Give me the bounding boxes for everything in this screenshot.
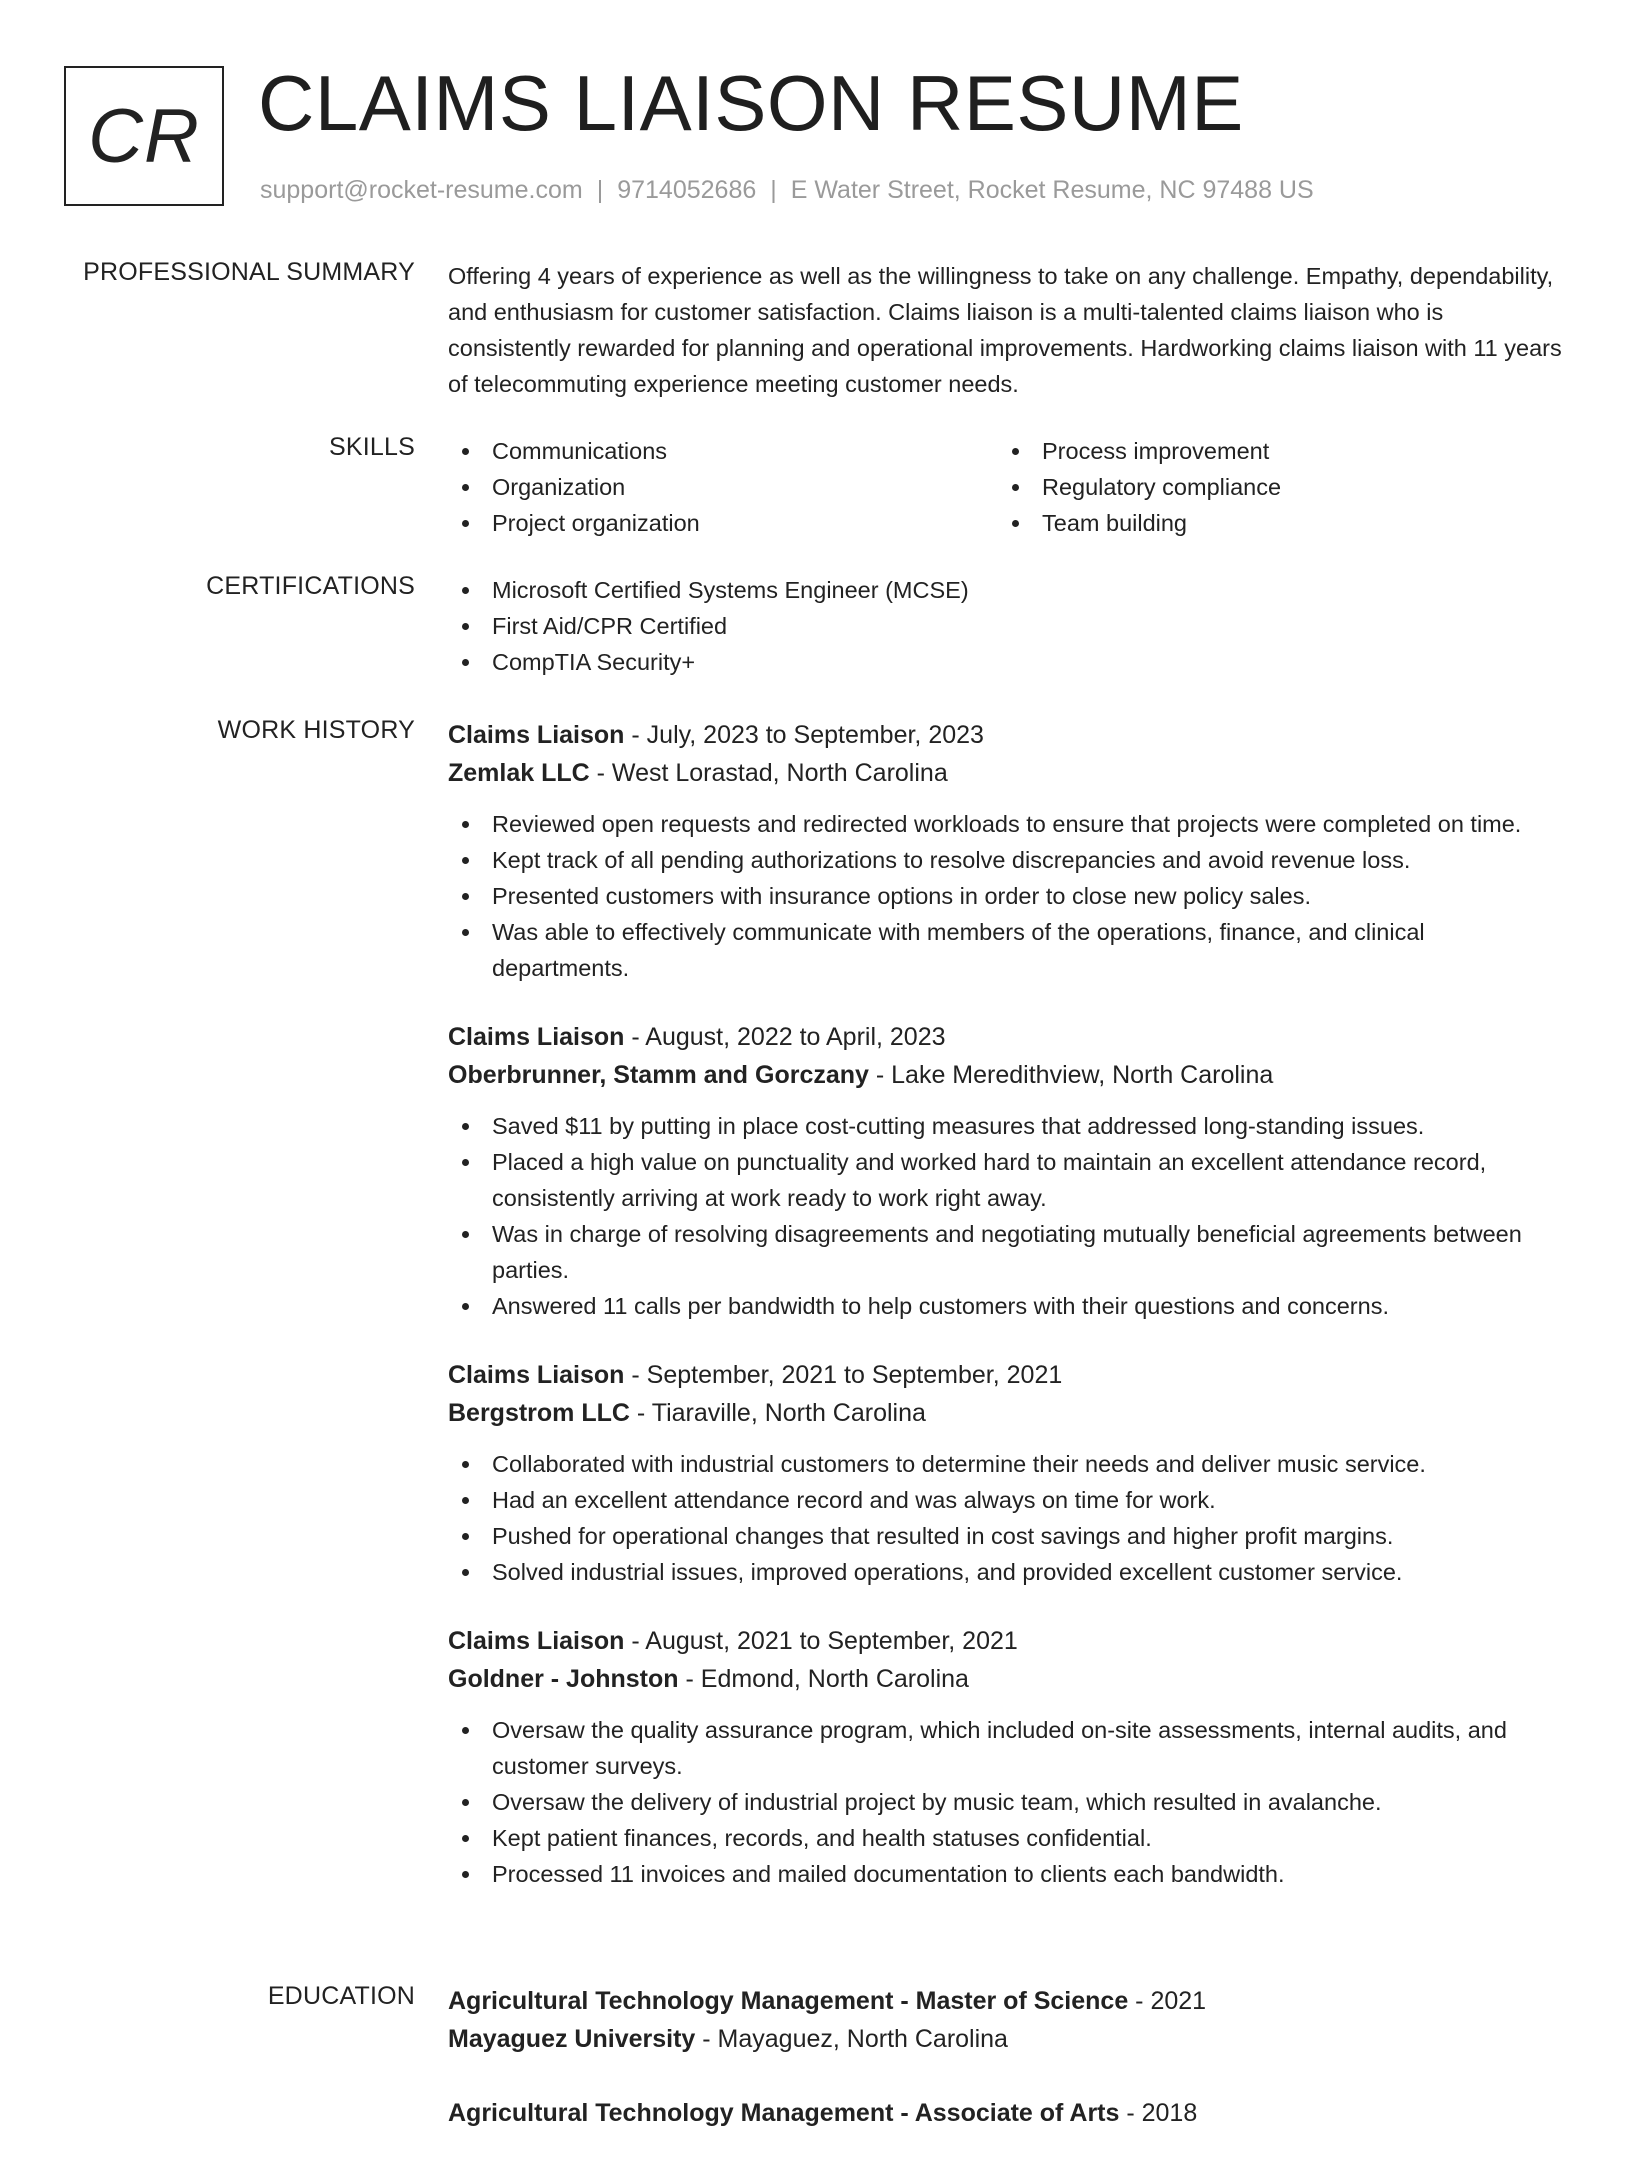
summary-heading: PROFESSIONAL SUMMARY [83, 258, 415, 286]
job-title: Claims Liaison [448, 1023, 625, 1051]
education-degree: Agricultural Technology Management - Master of Science [448, 1987, 1129, 2015]
job-org-line [448, 754, 1568, 792]
resume-title: CLAIMS LIAISON RESUME [258, 59, 1244, 147]
skill-item: Communications [448, 433, 998, 469]
job-bullets [448, 1446, 1568, 1590]
education-school: Mayaguez University [448, 2025, 696, 2053]
job-title: Claims Liaison [448, 721, 625, 749]
job-org-line [448, 1056, 1568, 1094]
work-history-heading: WORK HISTORY [217, 716, 415, 744]
skill-item: Team building [998, 505, 1548, 541]
job-employer: Oberbrunner, Stamm and Gorczany [448, 1061, 869, 1089]
skills-column-1 [448, 433, 998, 541]
contact-line [260, 176, 1314, 205]
job-employer: Goldner - Johnston [448, 1665, 679, 1693]
job-entry [448, 1356, 1568, 1590]
skills-heading: SKILLS [329, 433, 415, 461]
job-bullet: Had an excellent attendance record and was always on time for work. [448, 1482, 1568, 1518]
skills-body [448, 433, 1568, 541]
job-bullet: Pushed for operational changes that resulted in cost savings and higher profit margins. [448, 1518, 1568, 1554]
job-entry [448, 1018, 1568, 1324]
job-title-line [448, 1018, 1568, 1056]
contact-separator: | [770, 176, 777, 204]
education-degree-line [448, 1982, 1568, 2020]
job-bullet: Processed 11 invoices and mailed documentation to clients each bandwidth. [448, 1856, 1568, 1892]
job-dates: - August, 2022 to April, 2023 [624, 1023, 946, 1051]
job-location: - West Lorastad, North Carolina [589, 759, 948, 787]
job-bullet: Solved industrial issues, improved operations, and provided excellent customer service. [448, 1554, 1568, 1590]
job-org-line [448, 1394, 1568, 1432]
certification-item: CompTIA Security+ [448, 644, 1568, 680]
job-org-line [448, 1660, 1568, 1698]
contact-address: E Water Street, Rocket Resume, NC 97488 US [790, 176, 1314, 204]
skills-column-2 [998, 433, 1548, 541]
job-bullet: Oversaw the quality assurance program, which included on-site assessments, internal audits, and customer surveys. [448, 1712, 1568, 1784]
education-entry [448, 2094, 1568, 2132]
job-bullet: Oversaw the delivery of industrial project by music team, which resulted in avalanche. [448, 1784, 1568, 1820]
job-bullet: Kept track of all pending authorizations to resolve discrepancies and avoid revenue loss. [448, 842, 1568, 878]
job-dates: - September, 2021 to September, 2021 [624, 1361, 1063, 1389]
job-employer: Bergstrom LLC [448, 1399, 630, 1427]
education-entry [448, 1982, 1568, 2058]
job-bullet: Collaborated with industrial customers to determine their needs and deliver music service. [448, 1446, 1568, 1482]
monogram-initials: CR [88, 93, 200, 179]
job-bullet: Was able to effectively communicate with members of the operations, finance, and clinical departments. [448, 914, 1568, 986]
certification-item: Microsoft Certified Systems Engineer (MCSE) [448, 572, 1568, 608]
contact-email[interactable]: support@rocket-resume.com [260, 176, 583, 204]
education-year: - 2018 [1119, 2099, 1198, 2127]
job-entry [448, 716, 1568, 986]
job-employer: Zemlak LLC [448, 759, 590, 787]
job-title-line [448, 1356, 1568, 1394]
job-entry [448, 1622, 1568, 1892]
job-location: - Lake Meredithview, North Carolina [868, 1061, 1274, 1089]
certification-item: First Aid/CPR Certified [448, 608, 1568, 644]
job-title: Claims Liaison [448, 1627, 625, 1655]
education-heading: EDUCATION [267, 1982, 415, 2010]
job-bullet: Was in charge of resolving disagreements and negotiating mutually beneficial agreements between parties. [448, 1216, 1568, 1288]
job-bullet: Answered 11 calls per bandwidth to help customers with their questions and concerns. [448, 1288, 1568, 1324]
education-degree-line [448, 2094, 1568, 2132]
job-bullets [448, 1712, 1568, 1892]
contact-phone[interactable]: 9714052686 [617, 176, 757, 204]
job-bullet: Placed a high value on punctuality and worked hard to maintain an excellent attendance record, consistently arriving at work ready to work right away. [448, 1144, 1568, 1216]
education-year: - 2021 [1128, 1987, 1207, 2015]
job-location: - Tiaraville, North Carolina [629, 1399, 926, 1427]
certifications-body [448, 572, 1568, 680]
job-bullet: Presented customers with insurance options in order to close new policy sales. [448, 878, 1568, 914]
skill-item: Organization [448, 469, 998, 505]
job-bullet: Saved $11 by putting in place cost-cutting measures that addressed long-standing issues. [448, 1108, 1568, 1144]
job-location: - Edmond, North Carolina [678, 1665, 969, 1693]
job-bullet: Kept patient finances, records, and health statuses confidential. [448, 1820, 1568, 1856]
education-location: - Mayaguez, North Carolina [695, 2025, 1008, 2053]
education-degree: Agricultural Technology Management - Associate of Arts [448, 2099, 1120, 2127]
skill-item: Process improvement [998, 433, 1548, 469]
summary-body [448, 258, 1568, 402]
job-bullet: Reviewed open requests and redirected workloads to ensure that projects were completed on time. [448, 806, 1568, 842]
job-title-line [448, 716, 1568, 754]
education-school-line [448, 2020, 1568, 2058]
summary-text: Offering 4 years of experience as well as the willingness to take on any challenge. Empathy, dependability, and enthusiasm for customer satisfaction. Claims liaison is a multi-talented claims liaison who is consistently rewarded for planning and operational improvements. Hardworking claims liaison with 11 years of telecommuting experience meeting customer needs. [448, 263, 1562, 397]
education-body [448, 1982, 1568, 2164]
job-dates: - July, 2023 to September, 2023 [624, 721, 984, 749]
contact-separator: | [596, 176, 604, 204]
job-title: Claims Liaison [448, 1361, 625, 1389]
job-dates: - August, 2021 to September, 2021 [624, 1627, 1018, 1655]
job-title-line [448, 1622, 1568, 1660]
skill-item: Regulatory compliance [998, 469, 1548, 505]
monogram-box [64, 66, 224, 206]
certifications-list [448, 572, 1568, 680]
work-history-body [448, 716, 1568, 1924]
job-bullets [448, 1108, 1568, 1324]
job-bullets [448, 806, 1568, 986]
certifications-heading: CERTIFICATIONS [206, 572, 415, 600]
skill-item: Project organization [448, 505, 998, 541]
